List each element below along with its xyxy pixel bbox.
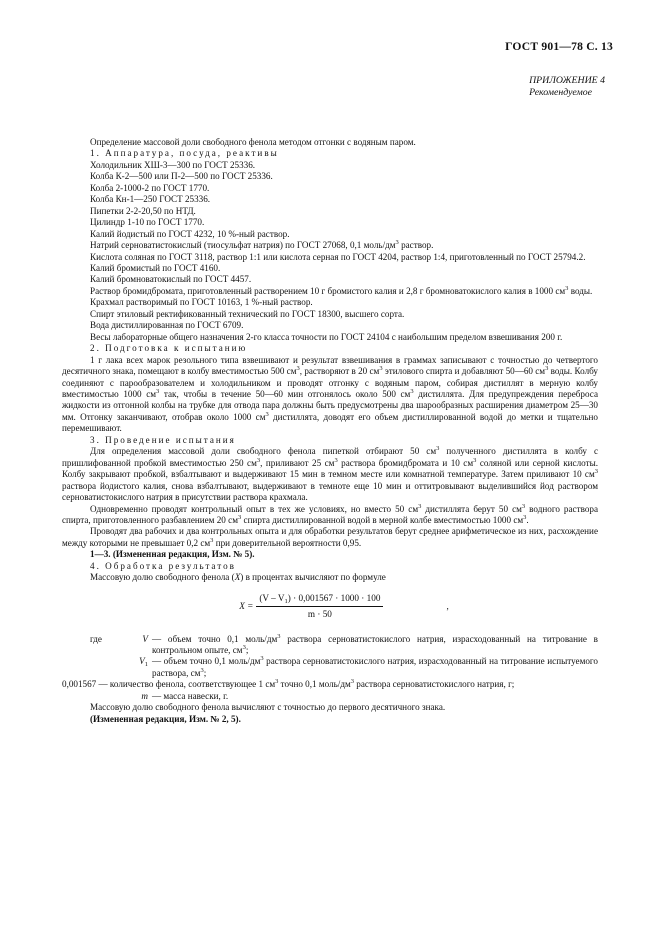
formula-tail: , xyxy=(446,600,449,611)
text: Раствор бромидбромата, приготовленный растворением 10 г бромистого калия и 2,8 г бромноватокислого калия в 1000 см xyxy=(90,285,566,296)
text: Натрий серноватистокислый (тиосульфат натрия) по ГОСТ 27068, 0,1 моль/дм xyxy=(90,240,396,251)
appendix-note: Рекомендуемое xyxy=(529,87,593,98)
text: воды. Колбу соединяют с парообразователем и холодильником и проводят отгонку с водяным паром, собирая дистиллят в мерную колбу вместимостью 1000 см xyxy=(62,366,598,399)
text: раствора серноватистокислого натрия, г; xyxy=(354,679,515,690)
control-paragraph xyxy=(62,504,598,527)
text: точно 0,1 моль/дм xyxy=(278,679,351,690)
reagent-acid: Кислота соляная по ГОСТ 3118, раствор 1:1 или кислота серная по ГОСТ 4204, раствор 1:4, приготовленный по ГОСТ 25794.2. xyxy=(90,251,586,262)
text: соляной или серной кислоты. Колбу закрывают пробкой, взбалтывают и выдерживают 15 мин в темном месте или комнатной температуре. Затем приливают 10 см xyxy=(62,457,598,480)
equipment-item: Пипетки 2-2-20,50 по НТД. xyxy=(90,205,196,216)
definition-v xyxy=(90,634,598,657)
formula-numerator xyxy=(256,593,383,607)
definition-label xyxy=(90,656,148,667)
appendix-block xyxy=(529,75,605,99)
intro-paragraph: Определение массовой доли свободного фенола методом отгонки с водяным паром. xyxy=(90,137,416,147)
text: ) · 0,001567 · 1000 · 100 xyxy=(287,592,381,603)
superscript: 3 xyxy=(410,387,414,395)
symbol: 0,001567 xyxy=(62,679,97,690)
amendment-note-2: (Измененная редакция, Изм. № 2, 5). xyxy=(90,713,241,724)
superscript: 3 xyxy=(436,445,440,453)
text: Одновременно проводят контрольный опыт в тех же условиях, но вместо 50 см xyxy=(90,503,419,514)
equipment-item: Колба Кн-1—250 ГОСТ 25336. xyxy=(90,194,211,205)
superscript: 3 xyxy=(565,284,569,292)
text: при доверительной вероятности 0,95. xyxy=(213,537,362,548)
definition-label xyxy=(90,691,148,702)
text: (V – V xyxy=(259,592,285,603)
superscript: 3 xyxy=(395,239,399,247)
superscript: 3 xyxy=(210,536,214,544)
definition-v1 xyxy=(90,656,598,679)
text: — масса навески, г. xyxy=(152,690,229,701)
superscript: 3 xyxy=(473,456,477,464)
text: раствора серноватистокислого натрия, израсходованный на титрование испытуемого раствора, см xyxy=(152,656,598,678)
text: Проводят два рабочих и два контрольных опыта и для обработки результатов берут среднее арифметическое из них, расхождение между которыми не превышает 0,2 см xyxy=(62,526,598,548)
page-header: ГОСТ 901—78 С. 13 xyxy=(505,40,613,53)
superscript: 3 xyxy=(265,410,269,418)
text: водного раствора спирта, приготовленного разбавлением 20 см xyxy=(62,503,598,525)
definition-coefficient xyxy=(62,679,598,690)
superscript: 3 xyxy=(200,666,204,674)
superscript: 3 xyxy=(523,513,527,521)
section-1-title: 1. Аппаратура, посуда, реактивы xyxy=(90,148,279,159)
superscript: 3 xyxy=(379,365,383,373)
subscript: 1 xyxy=(144,661,148,669)
equipment-scales: Весы лабораторные общего назначения 2-го класса точности по ГОСТ 24104 с наибольшим пределом взвешивания 200 г. xyxy=(90,331,563,342)
text: , приливают 25 см xyxy=(260,457,335,468)
formula-fraction xyxy=(256,593,383,621)
text: так, чтобы в течение 50—60 мин отгонялось около 500 см xyxy=(159,388,411,399)
procedure-paragraph xyxy=(62,446,598,503)
preparation-paragraph xyxy=(62,355,598,435)
text: ) в процентах вычисляют по формуле xyxy=(240,572,386,583)
superscript: 3 xyxy=(275,678,279,686)
text: спирта дистиллированной водой в мерной колбе вместимостью 1000 см xyxy=(241,514,524,525)
section-2-title: 2. Подготовка к испытанию xyxy=(90,343,248,354)
formula-intro xyxy=(90,572,598,583)
text: воды. xyxy=(568,285,593,296)
amendment-note: 1—3. (Измененная редакция, Изм. № 5). xyxy=(90,549,255,560)
superscript: 3 xyxy=(156,387,160,395)
superscript: 3 xyxy=(350,678,355,686)
appendix-label: ПРИЛОЖЕНИЕ 4 xyxy=(529,75,605,86)
superscript: 3 xyxy=(521,502,526,510)
equipment-item: Цилиндр 1-10 по ГОСТ 1770. xyxy=(90,217,205,228)
where-word: где xyxy=(90,633,102,644)
text: . xyxy=(526,514,529,525)
text: дистиллята. Для предупреждения переброса жидкости из отгонной колбы на трубке для отвода пара должны быть предусмотрены два шарообразных расширения диаметром 25—30 мм. Отгонку заканчивают, отобрав около 1000 см xyxy=(62,388,598,422)
text: , растворяют в 20 см xyxy=(299,366,380,377)
formula-lhs: X = xyxy=(239,600,254,611)
reagent-item: Вода дистиллированная по ГОСТ 6709. xyxy=(90,320,244,331)
reagent-item: Калий бромноватокислый по ГОСТ 4457. xyxy=(90,274,252,285)
superscript: 3 xyxy=(334,456,338,464)
equipment-item: Колба 2-1000-2 по ГОСТ 1770. xyxy=(90,182,210,193)
text: 1 г лака всех марок резольного типа взвешивают и результат взвешивания в граммах записывают с точностью до четвертого десятичного знака, помещают в колбу вместимостью 500 см xyxy=(62,354,598,377)
section-4-title: 4. Обработка результатов xyxy=(90,560,236,571)
text: — количество фенола, соответствующее 1 см xyxy=(96,679,276,690)
subscript: 1 xyxy=(284,597,288,605)
text: ; xyxy=(245,645,249,656)
formula xyxy=(90,593,598,621)
definitions xyxy=(62,632,598,703)
text: раствора йодистого калия, снова взбалтывают, выдерживают в темноте еще 10 мин и оттитровывают выделившийся йод раствором серноватистокислого натрия в присутствии раствора крахмала. xyxy=(62,480,598,503)
superscript: 3 xyxy=(260,655,264,663)
superscript: 3 xyxy=(418,502,422,510)
text: Для определения массовой доли свободного фенола пипеткой отбирают 50 см xyxy=(90,446,437,457)
superscript: 3 xyxy=(277,632,281,640)
superscript: 3 xyxy=(242,644,246,652)
text: Массовую долю свободного фенола ( xyxy=(90,572,235,583)
symbol: V xyxy=(139,656,145,667)
average-paragraph xyxy=(62,526,598,549)
section-3-title: 3. Проведение испытания xyxy=(90,434,236,445)
reagent-item: Спирт этиловый ректификованный технический по ГОСТ 18300, высшего сорта. xyxy=(90,308,405,319)
formula-denominator: m · 50 xyxy=(307,609,332,620)
superscript: 3 xyxy=(545,365,549,373)
reagent-bromide xyxy=(62,286,598,297)
reagent-item: Калий йодистый по ГОСТ 4232, 10 %-ный раствор. xyxy=(90,228,290,239)
text: раствора серноватистокислого натрия, израсходованный на титрование в контрольном опыте, см xyxy=(152,633,598,656)
superscript: 3 xyxy=(296,365,300,373)
variable: X xyxy=(234,572,241,583)
text: дистиллята, доводят его объем дистиллированной водой до метки и тщательно перемешивают. xyxy=(62,411,598,434)
reagent-thiosulfate xyxy=(90,240,598,251)
text: раствора бромидбромата и 10 см xyxy=(337,457,474,468)
accuracy-note: Массовую долю свободного фенола вычисляют с точностью до первого десятичного знака. xyxy=(90,702,446,713)
superscript: 3 xyxy=(237,513,242,521)
reagent-item: Калий бромистый по ГОСТ 4160. xyxy=(90,262,221,273)
text: полученного дистиллята в колбу с пришлифованной пробкой вместимостью 250 см xyxy=(62,446,598,468)
superscript: 3 xyxy=(594,468,598,476)
equipment-item: Холодильник ХШ-3—300 по ГОСТ 25336. xyxy=(90,159,256,170)
document-body xyxy=(62,137,598,725)
text: — объем точно 0,1 моль/дм xyxy=(152,656,261,667)
symbol: V xyxy=(142,633,148,644)
text: ; xyxy=(203,667,207,678)
definition-m xyxy=(90,691,598,702)
text: этилового спирта и добавляют 50—60 см xyxy=(382,366,546,377)
definition-label xyxy=(90,634,148,645)
superscript: 3 xyxy=(256,456,261,464)
equipment-item: Колба К-2—500 или П-2—500 по ГОСТ 25336. xyxy=(90,171,273,182)
symbol: m xyxy=(141,690,148,701)
reagent-item: Крахмал растворимый по ГОСТ 10163, 1 %-ный раствор. xyxy=(90,297,313,308)
text: раствор. xyxy=(398,240,434,251)
text: дистиллята берут 50 см xyxy=(421,503,522,514)
text: — объем точно 0,1 моль/дм xyxy=(152,633,278,644)
